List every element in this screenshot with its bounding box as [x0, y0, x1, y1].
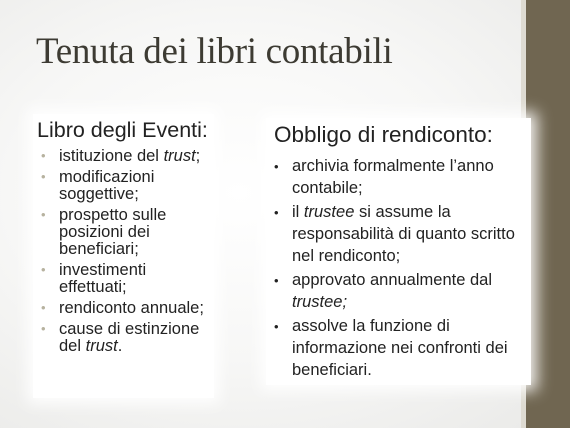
events-book-box: [33, 114, 214, 398]
events-book-heading: Libro degli Eventi:: [37, 118, 208, 142]
list-item: • prospetto sulle posizioni dei beneficiari;: [41, 206, 167, 258]
list-item: • approvato annualmente dal trustee;: [274, 271, 492, 311]
bullet-icon: •: [274, 205, 279, 221]
accounting-obligation-heading: Obbligo di rendiconto:: [274, 122, 493, 147]
bullet-icon: •: [41, 262, 46, 277]
list-item: • istituzione del trust;: [41, 147, 201, 165]
accent-bar: [526, 0, 570, 428]
bullet-icon: •: [274, 319, 279, 335]
list-item: • assolve la funzione di informazione nei confronti dei beneficiari.: [274, 317, 508, 379]
list-item: • investimenti effettuati;: [41, 261, 147, 296]
events-book-list: [37, 148, 215, 359]
bullet-icon: •: [41, 169, 46, 185]
bullet-icon: •: [41, 148, 46, 163]
list-item: • archivia formalmente l’anno contabile;: [274, 157, 494, 197]
slide-title: Tenuta dei libri contabili: [36, 31, 393, 72]
list-item: • modificazioni soggettive;: [41, 168, 155, 203]
accounting-obligation-box: [266, 118, 531, 385]
bullet-icon: •: [274, 273, 279, 289]
list-item: • il trustee si assume la responsabilità di quanto scritto nel rendiconto;: [274, 203, 515, 265]
list-item: • cause di estinzione del trust.: [41, 320, 200, 355]
bullet-icon: •: [41, 300, 46, 315]
list-item: • rendiconto annuale;: [41, 299, 204, 317]
bullet-icon: •: [274, 159, 279, 174]
bullet-icon: •: [41, 207, 46, 223]
accounting-obligation-list: [270, 156, 528, 384]
bullet-icon: •: [41, 321, 46, 337]
